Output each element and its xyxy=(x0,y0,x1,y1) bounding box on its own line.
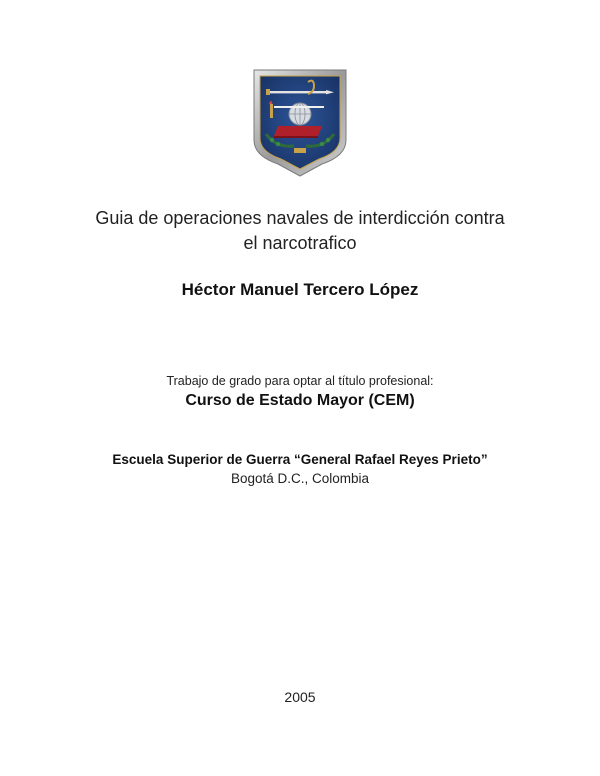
institution-name: Escuela Superior de Guerra “General Rafael Reyes Prieto” xyxy=(112,452,488,467)
degree-name: Curso de Estado Mayor (CEM) xyxy=(185,392,415,409)
city-location: Bogotá D.C., Colombia xyxy=(230,471,370,486)
degree-intro-text: Trabajo de grado para optar al título profesional: xyxy=(166,374,434,388)
shield-crest-icon xyxy=(252,68,348,178)
document-title-line-2: el narcotrafico xyxy=(243,233,357,253)
document-title xyxy=(0,206,600,256)
author-name: Héctor Manuel Tercero López xyxy=(181,280,419,299)
document-title-line-1: Guia de operaciones navales de interdicción contra xyxy=(95,208,505,228)
publication-year: 2005 xyxy=(284,689,316,705)
